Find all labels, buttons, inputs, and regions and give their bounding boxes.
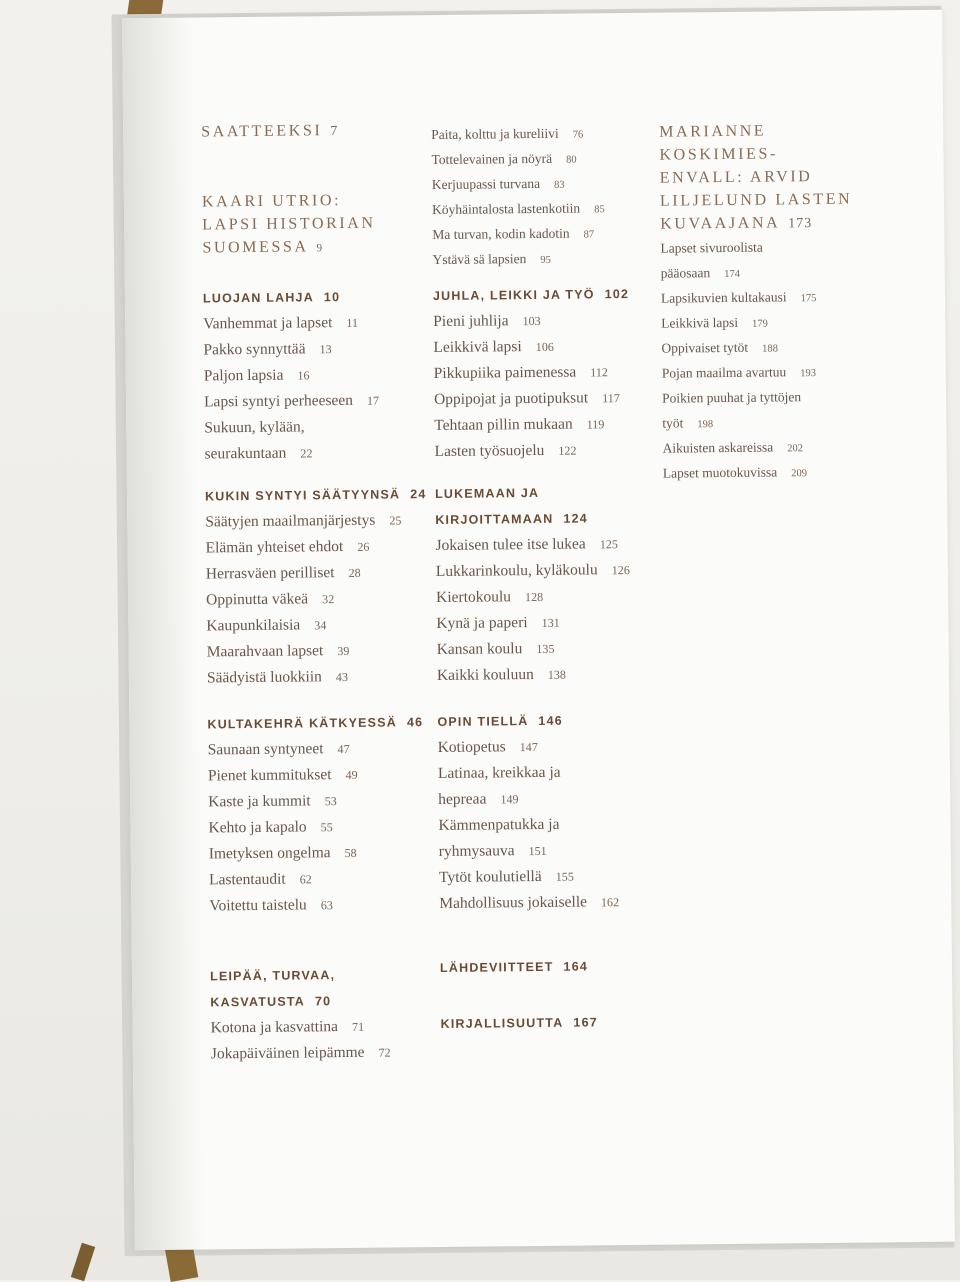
toc-section xyxy=(203,284,380,468)
entry-title: Pikkupiika paimenessa xyxy=(434,364,577,382)
bookmark-ribbon-bottom-2 xyxy=(71,1243,95,1282)
entry-title: Kynä ja paperi xyxy=(436,614,527,632)
page-number: 49 xyxy=(345,768,357,782)
page-number: 24 xyxy=(410,487,426,501)
toc-entry xyxy=(203,336,378,364)
entry-title: Kaste ja kummit xyxy=(208,792,311,810)
page-number: 70 xyxy=(315,994,331,1008)
page-number: 198 xyxy=(697,419,713,430)
page-number: 16 xyxy=(297,368,309,382)
entry-title: Lastentaudit xyxy=(209,871,286,889)
toc-entry xyxy=(204,388,379,416)
toc-entry xyxy=(434,385,630,413)
entry-title: työt xyxy=(662,415,683,430)
book-page xyxy=(122,10,955,1251)
page-number: 17 xyxy=(367,394,379,408)
entry-title: Latinaa, kreikkaa ja xyxy=(438,764,561,782)
entry-title: Kaikki kouluun xyxy=(437,666,534,684)
toc-entry xyxy=(434,411,630,439)
entry-title: Maarahvaan lapset xyxy=(207,642,324,660)
toc-entry xyxy=(203,310,378,338)
page-number: 46 xyxy=(407,715,423,729)
entry-title: Kerjuupassi turvana xyxy=(432,176,540,192)
section-title: LUOJAN LAHJA xyxy=(203,290,314,305)
page-number: 173 xyxy=(788,216,812,231)
entry-title: Tytöt koulutiellä xyxy=(439,868,542,886)
entry-title: Kämmenpatukka ja xyxy=(438,816,559,834)
page-number: 10 xyxy=(324,290,340,304)
toc-entry xyxy=(436,609,630,637)
page-number: 32 xyxy=(322,592,334,606)
chapter-title-line: ENVALL: ARVID xyxy=(660,164,880,189)
toc-entry xyxy=(661,285,817,312)
entry-title: Saunaan syntyneet xyxy=(208,740,324,758)
toc-chapter-koskimies xyxy=(659,118,880,236)
page-number: 138 xyxy=(548,668,566,682)
page-number: 11 xyxy=(346,316,358,330)
entry-title: Kiertokoulu xyxy=(436,588,511,606)
page-number: 128 xyxy=(525,590,543,604)
toc-entry xyxy=(209,839,425,867)
toc-entry xyxy=(439,837,619,865)
page-number: 162 xyxy=(601,895,619,909)
page-number: 135 xyxy=(536,642,554,656)
chapter-title-line: SUOMESSA xyxy=(202,238,308,256)
page-number: 71 xyxy=(352,1020,364,1034)
chapter-title-line: MARIANNE KOSKIMIES- xyxy=(659,118,879,166)
page-number: 112 xyxy=(590,365,608,379)
chapter-title-line: LAPSI HISTORIAN xyxy=(202,212,376,237)
toc-entry xyxy=(206,611,428,639)
toc-entry xyxy=(209,891,425,919)
toc-entry xyxy=(438,811,618,839)
section-title-line: KIRJOITTAMAAN xyxy=(435,512,553,527)
page-number: 76 xyxy=(573,129,584,140)
page-number: 95 xyxy=(540,255,551,266)
toc-chapter-utrio xyxy=(202,189,376,262)
page-number: 55 xyxy=(321,820,333,834)
entry-title: ryhmysauva xyxy=(439,842,515,860)
entry-title: Kaupunkilaisia xyxy=(206,616,300,634)
toc-entry xyxy=(434,437,630,465)
entry-title: Jokaisen tulee itse lukea xyxy=(435,535,585,554)
toc-entry xyxy=(208,813,424,841)
page-number: 47 xyxy=(337,742,349,756)
entry-title: Aikuisten askareissa xyxy=(662,439,773,455)
toc-entry xyxy=(432,246,605,273)
entry-title: Säätyjen maailmanjärjestys xyxy=(205,512,375,531)
toc-entry xyxy=(205,507,427,535)
toc-entry xyxy=(204,414,379,442)
entry-title: Kansan koulu xyxy=(437,640,523,658)
entry-title: Kotona ja kasvattina xyxy=(211,1018,339,1036)
page-number: 124 xyxy=(563,511,588,525)
section-title: KULTAKEHRÄ KÄTKYESSÄ xyxy=(207,715,397,731)
entry-title: Kotiopetus xyxy=(438,738,506,756)
toc-entry xyxy=(432,171,605,198)
entry-title: Lapset muotokuvissa xyxy=(663,464,778,480)
toc-entry xyxy=(208,787,424,815)
page-number: 83 xyxy=(554,180,565,191)
entry-title: Köyhäintalosta lastenkotiin xyxy=(432,201,580,218)
page-number: 85 xyxy=(594,204,605,215)
toc-entry xyxy=(207,637,429,665)
chapter-title-line: LILJELUND LASTEN xyxy=(660,187,880,212)
page-number: 7 xyxy=(330,124,338,139)
page-number: 147 xyxy=(520,740,538,754)
toc-entry xyxy=(209,865,425,893)
toc-entry xyxy=(439,889,619,917)
page-number: 25 xyxy=(389,513,401,527)
page-number: 131 xyxy=(542,616,560,630)
page-number: 26 xyxy=(357,540,369,554)
toc-entry xyxy=(438,759,618,787)
toc-entry xyxy=(436,583,630,611)
toc-section-kirjallisuutta xyxy=(440,1009,598,1037)
page-number: 106 xyxy=(536,340,554,354)
entry-title: Herrasväen perilliset xyxy=(206,564,335,582)
page-number: 62 xyxy=(300,872,312,886)
entry-title: Poikien puuhat ja tyttöjen xyxy=(662,389,801,405)
entry-title: Pieni juhlija xyxy=(433,312,509,330)
section-title: KUKIN SYNTYI SÄÄTYYNSÄ xyxy=(205,487,400,503)
toc-entry xyxy=(431,121,604,148)
page-number: 117 xyxy=(602,391,620,405)
section-title: KIRJALLISUUTTA xyxy=(440,1016,563,1031)
toc-entry xyxy=(662,385,818,412)
entry-title: Lapsi syntyi perheeseen xyxy=(204,392,353,411)
toc-entry xyxy=(438,785,618,813)
section-title: JUHLA, LEIKKI JA TYÖ xyxy=(433,287,595,303)
page-number: 125 xyxy=(600,537,618,551)
entry-title: Oppipojat ja puotipuksut xyxy=(434,389,588,408)
section-title: OPIN TIELLÄ xyxy=(437,714,528,729)
toc-entry xyxy=(662,410,818,437)
page-number: 174 xyxy=(724,269,740,280)
page-number: 151 xyxy=(528,844,546,858)
toc-entry xyxy=(206,559,428,587)
entry-title: Ystävä sä lapsien xyxy=(432,251,526,267)
entry-title: seurakuntaan xyxy=(205,445,287,463)
page-number: 58 xyxy=(345,846,357,860)
toc-entry xyxy=(433,307,629,335)
entry-title: Oppivaiset tytöt xyxy=(661,340,748,356)
page-number: 39 xyxy=(337,644,349,658)
page-number: 167 xyxy=(573,1015,598,1029)
entry-title: Tottelevainen ja nöyrä xyxy=(431,151,552,167)
toc-entry xyxy=(661,310,817,337)
toc-entry xyxy=(438,733,618,761)
section-title: LÄHDEVIITTEET xyxy=(440,960,554,975)
toc-entry xyxy=(437,635,631,663)
toc-section xyxy=(435,479,631,689)
section-title-line: LEIPÄÄ, TURVAA, xyxy=(210,962,390,990)
entry-title: Pienet kummitukset xyxy=(208,766,332,784)
toc-entry xyxy=(204,440,379,468)
toc-section xyxy=(207,709,425,919)
section-title-line: LUKEMAAN JA xyxy=(435,479,629,507)
toc-entry xyxy=(661,260,817,287)
toc-chapter-saatteeksi xyxy=(201,119,338,144)
entry-title: Jokapäiväinen leipämme xyxy=(211,1044,365,1063)
page-number: 119 xyxy=(587,417,605,431)
entry-title: Säädyistä luokkiin xyxy=(207,668,322,686)
entry-title: Leikkivä lapsi xyxy=(661,315,738,331)
toc-entry xyxy=(432,196,605,223)
page-number: 34 xyxy=(314,618,326,632)
entry-title: pääosaan xyxy=(661,265,711,281)
page-number: 87 xyxy=(583,229,594,240)
toc-entry xyxy=(205,533,427,561)
toc-entry xyxy=(210,1014,390,1042)
page-number: 22 xyxy=(300,446,312,460)
toc-entry xyxy=(663,460,819,487)
page-number: 179 xyxy=(752,319,768,330)
page-number: 193 xyxy=(800,368,816,379)
page-number: 80 xyxy=(566,155,577,166)
page-number: 103 xyxy=(522,314,540,328)
toc-entry xyxy=(436,557,630,585)
chapter-title-line: KUVAAJANA xyxy=(660,214,780,232)
page-number: 13 xyxy=(319,342,331,356)
toc-entry-list xyxy=(431,121,605,273)
entry-title: Lukkarinkoulu, kyläkoulu xyxy=(436,561,598,580)
toc-entry xyxy=(662,435,818,462)
toc-entry xyxy=(435,531,629,559)
toc-entry xyxy=(211,1040,391,1068)
toc-entry xyxy=(433,333,629,361)
toc-section xyxy=(210,962,391,1068)
entry-title: Paljon lapsia xyxy=(204,367,284,385)
page-number: 72 xyxy=(378,1046,390,1060)
entry-title: Tehtaan pillin mukaan xyxy=(434,416,573,434)
toc-entry xyxy=(660,235,816,262)
entry-title: Leikkivä lapsi xyxy=(433,338,521,356)
chapter-title: SAATTEEKSI xyxy=(201,122,322,140)
entry-title: Vanhemmat ja lapset xyxy=(203,314,332,332)
page-number: 122 xyxy=(558,444,576,458)
entry-title: Paita, kolttu ja kureliivi xyxy=(431,126,559,142)
toc-entry xyxy=(207,663,429,691)
page-number: 175 xyxy=(801,293,817,304)
toc-section-lahdeviitteet xyxy=(440,953,588,981)
toc-entry xyxy=(206,585,428,613)
section-title-line: KASVATUSTA xyxy=(210,994,305,1009)
entry-title: Lapsikuvien kultakausi xyxy=(661,289,787,305)
toc-section xyxy=(433,281,631,465)
page-number: 149 xyxy=(500,792,518,806)
toc-entry xyxy=(661,335,817,362)
entry-title: hepreaa xyxy=(438,791,486,809)
entry-title: Ma turvan, kodin kadotin xyxy=(432,226,569,242)
page-number: 202 xyxy=(787,443,803,454)
page-number: 188 xyxy=(762,343,778,354)
entry-title: Kehto ja kapalo xyxy=(208,818,306,836)
page-number: 209 xyxy=(791,468,807,479)
toc-entry xyxy=(208,735,424,763)
entry-title: Voitettu taistelu xyxy=(209,896,307,914)
toc-entry xyxy=(662,360,818,387)
chapter-title-line: KAARI UTRIO: xyxy=(202,189,376,214)
toc-entry xyxy=(432,221,605,248)
entry-title: Imetyksen ongelma xyxy=(209,844,331,862)
page-number: 164 xyxy=(563,959,588,973)
entry-title: Elämän yhteiset ehdot xyxy=(205,538,343,556)
entry-title: Pakko synnyttää xyxy=(203,340,305,358)
page-number: 9 xyxy=(317,242,324,254)
page-number: 155 xyxy=(556,870,574,884)
entry-title: Sukuun, kylään, xyxy=(204,418,304,436)
page-number: 146 xyxy=(538,714,563,728)
entry-title: Mahdollisuus jokaiselle xyxy=(439,893,587,912)
entry-title: Oppinutta väkeä xyxy=(206,590,308,608)
page-number: 63 xyxy=(321,898,333,912)
page-number: 102 xyxy=(605,287,630,301)
toc-entry-list xyxy=(660,235,818,487)
toc-entry xyxy=(431,146,604,173)
page-number: 53 xyxy=(325,794,337,808)
entry-title: Lapset sivuroolista xyxy=(660,240,763,256)
page-number: 126 xyxy=(612,563,630,577)
toc-entry xyxy=(208,761,424,789)
toc-entry xyxy=(439,863,619,891)
toc-section xyxy=(437,707,619,917)
page-number: 28 xyxy=(348,566,360,580)
toc-entry xyxy=(434,359,630,387)
toc-entry xyxy=(204,362,379,390)
entry-title: Lasten työsuojelu xyxy=(434,442,544,460)
page-number: 43 xyxy=(336,670,348,684)
entry-title: Pojan maailma avartuu xyxy=(662,364,787,380)
toc-section xyxy=(205,481,429,691)
toc-entry xyxy=(437,661,631,689)
